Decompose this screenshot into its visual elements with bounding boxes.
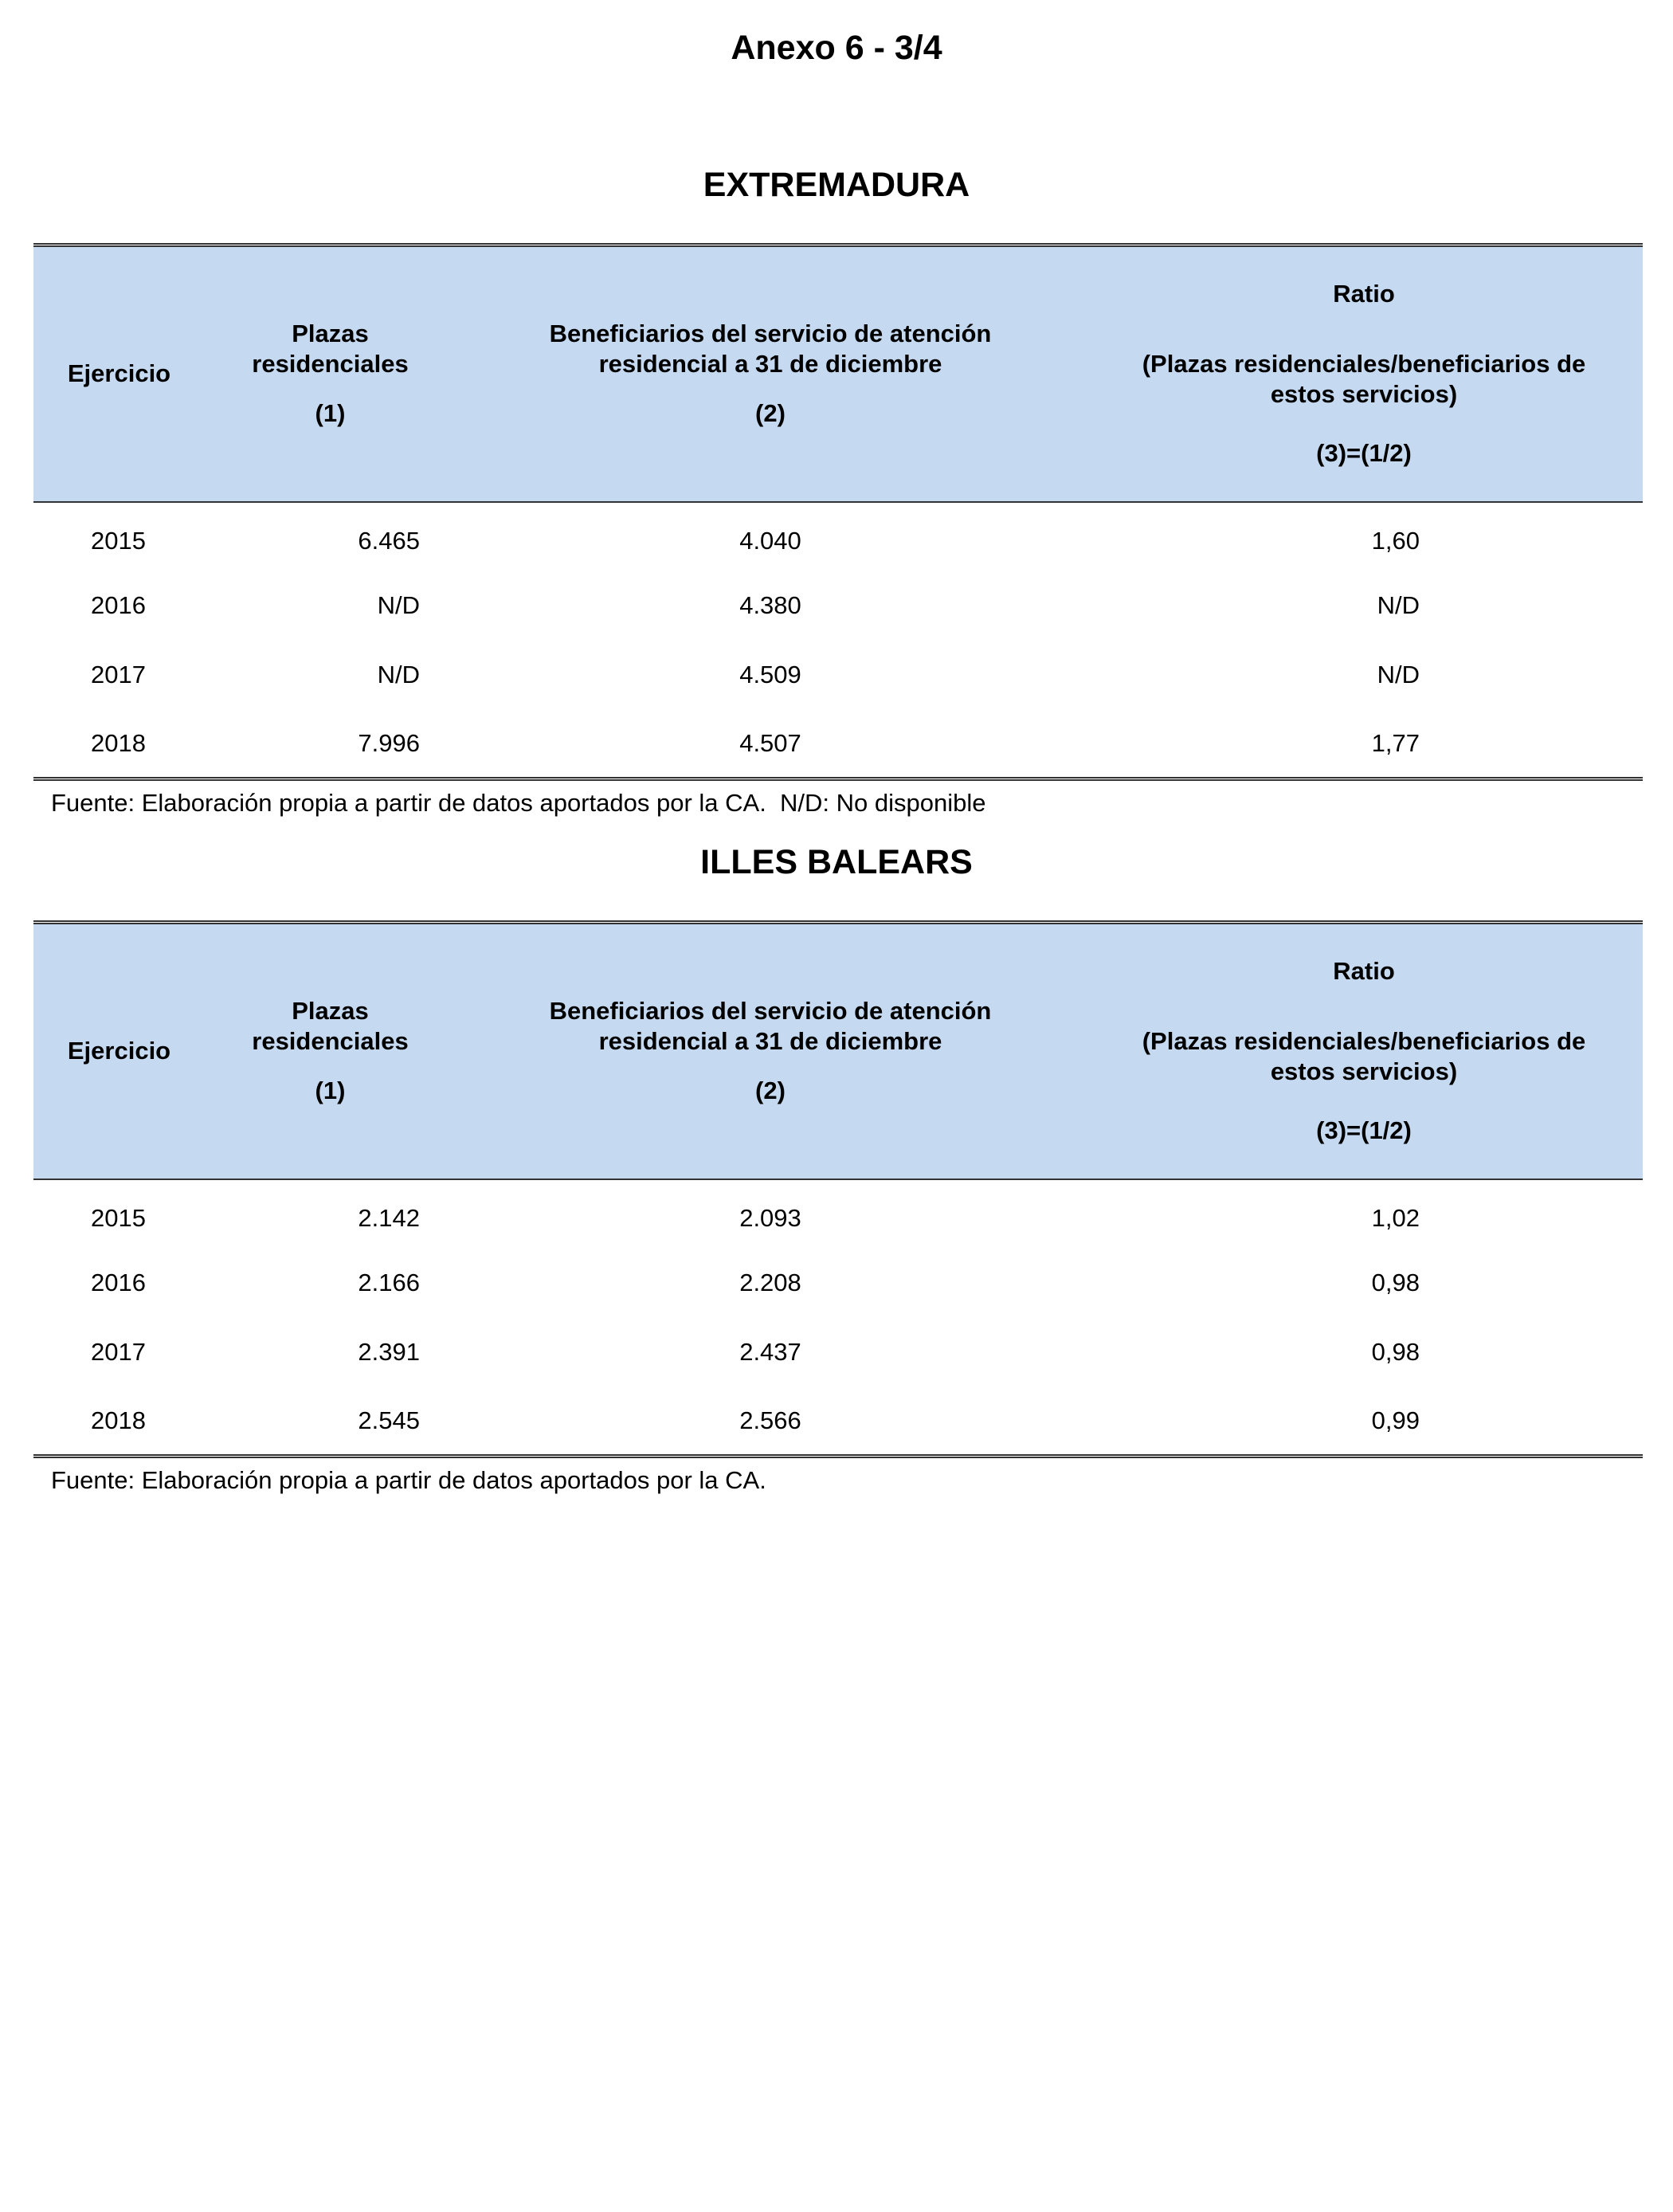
header-benef-ref: (2) — [755, 1077, 786, 1105]
table-row — [33, 710, 1643, 779]
header-ratio-ref: (3)=(1/2) — [1316, 439, 1412, 468]
source-note-illes-balears: Fuente: Elaboración propia a partir de datos aportados por la CA. — [51, 1466, 766, 1494]
header-plazas-ref: (1) — [315, 1077, 346, 1105]
section-title-illes-balears: ILLES BALEARS — [700, 843, 973, 881]
cell-beneficiarios: 2.566 — [739, 1406, 801, 1434]
header-ratio-ref: (3)=(1/2) — [1316, 1116, 1412, 1145]
header-ratio-desc-line1: (Plazas residenciales/beneficiarios de — [1142, 350, 1586, 378]
header-plazas-line2: residenciales — [252, 350, 409, 378]
cell-ratio: 1,02 — [1371, 1203, 1420, 1232]
header-benef-line2: residencial a 31 de diciembre — [598, 1027, 942, 1056]
header-ratio — [1085, 923, 1643, 1179]
cell-ratio: N/D — [1377, 591, 1420, 619]
cell-beneficiarios: 4.380 — [739, 591, 801, 619]
header-ejercicio-label: Ejercicio — [67, 359, 171, 388]
table-illes-balears — [33, 920, 1643, 1458]
header-ejercicio — [33, 245, 205, 502]
section-title-extremadura: EXTREMADURA — [703, 166, 970, 204]
cell-beneficiarios: 4.040 — [739, 526, 801, 555]
header-benef-line1: Beneficiarios del servicio de atención — [549, 320, 992, 348]
header-ejercicio — [33, 923, 205, 1179]
header-benef-ref: (2) — [755, 399, 786, 428]
cell-beneficiarios: 2.093 — [739, 1203, 801, 1232]
cell-year: 2015 — [91, 1203, 146, 1232]
cell-ratio: 1,60 — [1371, 526, 1420, 555]
table-row — [33, 1249, 1643, 1318]
cell-plazas: 6.465 — [358, 526, 420, 555]
page-title: Anexo 6 - 3/4 — [731, 29, 942, 67]
header-plazas — [205, 245, 456, 502]
cell-plazas: N/D — [377, 591, 420, 619]
header-benef-line2: residencial a 31 de diciembre — [598, 350, 942, 378]
cell-year: 2018 — [91, 728, 146, 757]
cell-plazas: 2.166 — [358, 1269, 420, 1296]
cell-year: 2016 — [91, 591, 146, 619]
cell-ratio: 0,98 — [1371, 1269, 1420, 1296]
header-plazas-line1: Plazas — [292, 320, 369, 348]
cell-plazas: 2.142 — [358, 1203, 420, 1232]
header-ratio — [1085, 245, 1643, 502]
cell-beneficiarios: 4.507 — [739, 728, 801, 757]
cell-year: 2017 — [91, 1338, 146, 1366]
table-row — [33, 1387, 1643, 1457]
table-row — [33, 502, 1643, 571]
cell-year: 2015 — [91, 526, 146, 555]
table-header-row — [33, 923, 1643, 1179]
cell-plazas: N/D — [377, 661, 420, 688]
cell-year: 2017 — [91, 661, 146, 688]
table-row — [33, 1179, 1643, 1249]
header-plazas — [205, 923, 456, 1179]
header-ratio-desc-line2: estos servicios) — [1270, 380, 1458, 409]
header-ratio-desc-line2: estos servicios) — [1270, 1057, 1458, 1086]
cell-ratio: 1,77 — [1371, 728, 1420, 757]
header-beneficiarios — [456, 923, 1085, 1179]
table-header-row — [33, 245, 1643, 502]
cell-plazas: 7.996 — [358, 728, 420, 757]
header-ratio-desc-line1: (Plazas residenciales/beneficiarios de — [1142, 1027, 1586, 1056]
cell-beneficiarios: 2.437 — [739, 1338, 801, 1366]
header-ratio-label: Ratio — [1333, 280, 1395, 308]
source-note-extremadura: Fuente: Elaboración propia a partir de datos aportados por la CA. N/D: No disponible — [51, 789, 986, 817]
cell-beneficiarios: 4.509 — [739, 661, 801, 688]
cell-plazas: 2.391 — [358, 1338, 420, 1366]
cell-ratio: N/D — [1377, 661, 1420, 688]
cell-ratio: 0,99 — [1371, 1406, 1420, 1434]
header-plazas-line1: Plazas — [292, 997, 369, 1026]
cell-plazas: 2.545 — [358, 1406, 420, 1434]
cell-ratio: 0,98 — [1371, 1338, 1420, 1366]
cell-year: 2016 — [91, 1269, 146, 1296]
cell-year: 2018 — [91, 1406, 146, 1434]
cell-beneficiarios: 2.208 — [739, 1269, 801, 1296]
table-row — [33, 641, 1643, 710]
table-row — [33, 571, 1643, 641]
header-ejercicio-label: Ejercicio — [67, 1037, 171, 1065]
header-ratio-label: Ratio — [1333, 957, 1395, 986]
header-beneficiarios — [456, 245, 1085, 502]
header-plazas-line2: residenciales — [252, 1027, 409, 1056]
table-extremadura — [33, 243, 1643, 781]
table-row — [33, 1318, 1643, 1387]
header-benef-line1: Beneficiarios del servicio de atención — [549, 997, 992, 1026]
header-plazas-ref: (1) — [315, 399, 346, 428]
